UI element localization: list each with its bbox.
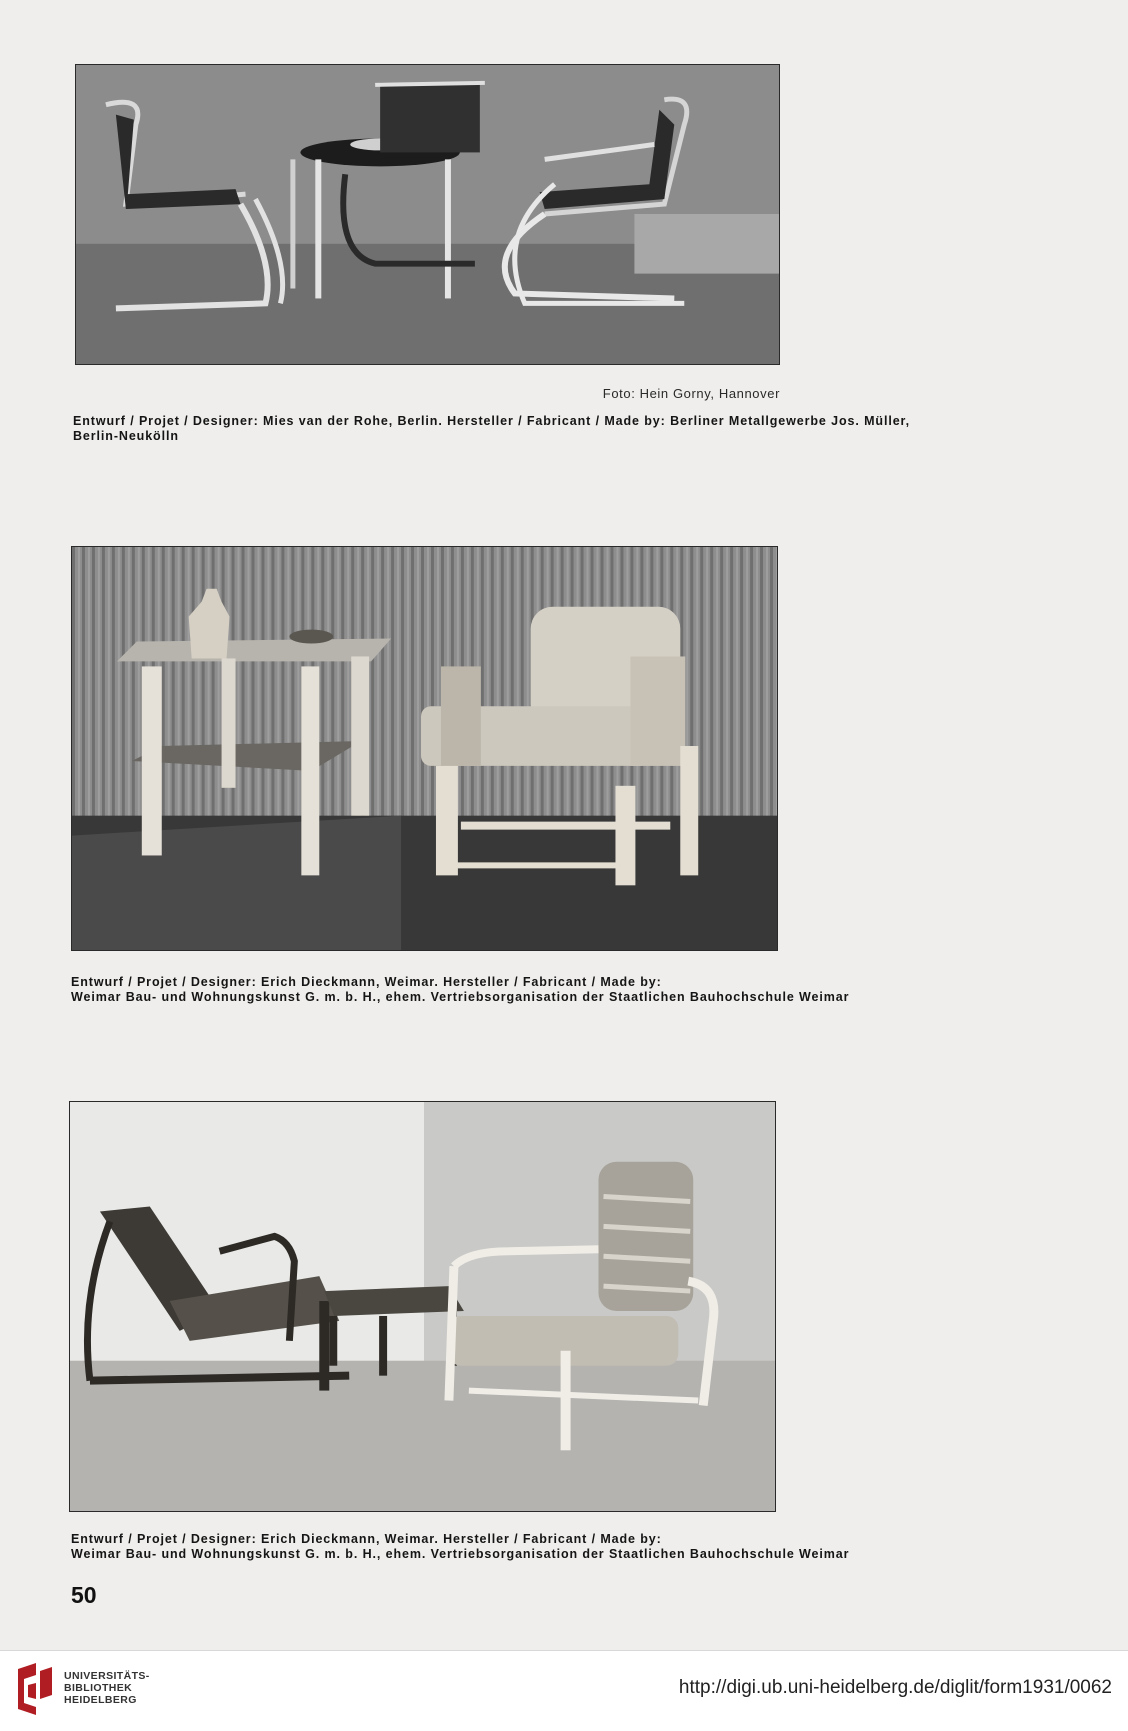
caption-dieckmann-2	[71, 1532, 849, 1562]
library-name-line: BIBLIOTHEK	[64, 1682, 133, 1694]
caption-line: Berlin-Neukölln	[73, 429, 179, 443]
digital-library-url[interactable]: http://digi.ub.uni-heidelberg.de/diglit/form1931/0062	[678, 1677, 1112, 1698]
caption-line: Weimar Bau- und Wohnungskunst G. m. b. H., ehem. Vertriebsorganisation der Staatlichen Bauhochschule Weimar	[71, 1547, 850, 1561]
caption-line: Entwurf / Projet / Designer: Erich Dieckmann, Weimar. Hersteller / Fabricant / Made by:	[71, 975, 662, 989]
photo-credit: Foto: Hein Gorny, Hannover	[602, 386, 780, 401]
library-name-line: HEIDELBERG	[64, 1694, 137, 1706]
caption-dieckmann-1	[71, 975, 849, 1005]
library-name-line: UNIVERSITÄTS-	[64, 1670, 150, 1682]
footer-bar	[0, 1650, 1128, 1731]
university-library-logo-icon	[14, 1661, 56, 1717]
caption-line: Entwurf / Projet / Designer: Mies van der Rohe, Berlin. Hersteller / Fabricant / Made by: Berliner Metallgewerbe Jos. Müller,	[73, 414, 910, 428]
caption-line: Weimar Bau- und Wohnungskunst G. m. b. H., ehem. Vertriebsorganisation der Staatlichen Bauhochschule Weimar	[71, 990, 850, 1004]
caption-mies	[73, 414, 910, 444]
caption-line: Entwurf / Projet / Designer: Erich Dieckmann, Weimar. Hersteller / Fabricant / Made by:	[71, 1532, 662, 1546]
photo-dieckmann-lounge-chairs	[69, 1101, 776, 1512]
photo-mies-chairs-table	[75, 64, 780, 365]
page-number: 50	[71, 1582, 97, 1608]
photo-dieckmann-armchair-table	[71, 546, 778, 951]
university-library-name	[64, 1670, 150, 1706]
